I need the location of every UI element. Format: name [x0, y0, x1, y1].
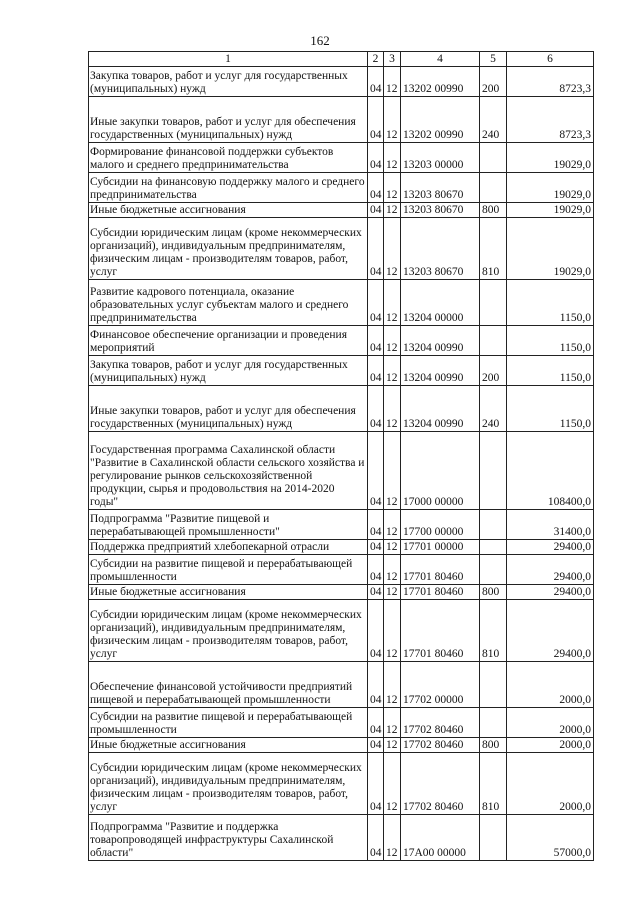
row-expense-type	[480, 815, 507, 861]
row-amount: 2000,0	[507, 753, 594, 815]
row-amount: 108400,0	[507, 432, 594, 510]
table-row	[89, 753, 594, 815]
column-header: 1	[89, 52, 368, 67]
table-row	[89, 738, 594, 753]
row-name: Развитие кадрового потенциала, оказание образовательных услуг субъектам малого и среднего предпринимательства	[89, 280, 368, 326]
row-amount: 1150,0	[507, 356, 594, 386]
row-amount: 29400,0	[507, 585, 594, 600]
row-expense-type	[480, 662, 507, 708]
row-expense-type	[480, 432, 507, 510]
row-target-code: 13204 00990	[401, 326, 480, 356]
table-row	[89, 173, 594, 203]
row-amount: 8723,3	[507, 67, 594, 97]
row-amount: 29400,0	[507, 555, 594, 585]
row-section: 04	[368, 708, 384, 738]
row-target-code: 17702 80460	[401, 738, 480, 753]
row-amount: 1150,0	[507, 280, 594, 326]
table-row	[89, 555, 594, 585]
table-row	[89, 815, 594, 861]
row-subsection: 12	[384, 540, 401, 555]
row-section: 04	[368, 97, 384, 143]
row-target-code: 13203 80670	[401, 173, 480, 203]
row-expense-type	[480, 143, 507, 173]
table-row	[89, 585, 594, 600]
row-target-code: 17А00 00000	[401, 815, 480, 861]
table-header-row	[89, 52, 594, 67]
row-expense-type	[480, 510, 507, 540]
row-amount: 31400,0	[507, 510, 594, 540]
row-amount: 2000,0	[507, 662, 594, 708]
row-name: Формирование финансовой поддержки субъектов малого и среднего предпринимательства	[89, 143, 368, 173]
row-amount: 1150,0	[507, 386, 594, 432]
row-name: Субсидии на финансовую поддержку малого и среднего предпринимательства	[89, 173, 368, 203]
column-header: 3	[384, 52, 401, 67]
row-target-code: 17702 80460	[401, 753, 480, 815]
row-expense-type: 800	[480, 585, 507, 600]
row-subsection: 12	[384, 815, 401, 861]
row-subsection: 12	[384, 218, 401, 280]
row-subsection: 12	[384, 585, 401, 600]
row-amount: 1150,0	[507, 326, 594, 356]
row-subsection: 12	[384, 67, 401, 97]
row-section: 04	[368, 280, 384, 326]
row-name: Обеспечение финансовой устойчивости предприятий пищевой и перерабатывающей промышленности	[89, 662, 368, 708]
row-amount: 19029,0	[507, 173, 594, 203]
row-amount: 19029,0	[507, 203, 594, 218]
row-expense-type: 200	[480, 67, 507, 97]
row-section: 04	[368, 67, 384, 97]
row-section: 04	[368, 662, 384, 708]
row-name: Иные бюджетные ассигнования	[89, 585, 368, 600]
row-target-code: 13203 00000	[401, 143, 480, 173]
table-row	[89, 143, 594, 173]
table-row	[89, 662, 594, 708]
row-name: Иные бюджетные ассигнования	[89, 203, 368, 218]
row-section: 04	[368, 753, 384, 815]
row-name: Субсидии на развитие пищевой и перерабатывающей промышленности	[89, 708, 368, 738]
row-section: 04	[368, 386, 384, 432]
row-subsection: 12	[384, 662, 401, 708]
table-row	[89, 510, 594, 540]
table-row	[89, 386, 594, 432]
row-target-code: 17000 00000	[401, 432, 480, 510]
row-subsection: 12	[384, 203, 401, 218]
table-row	[89, 218, 594, 280]
row-subsection: 12	[384, 510, 401, 540]
row-section: 04	[368, 555, 384, 585]
row-subsection: 12	[384, 738, 401, 753]
row-section: 04	[368, 815, 384, 861]
row-section: 04	[368, 510, 384, 540]
table-row	[89, 203, 594, 218]
row-amount: 57000,0	[507, 815, 594, 861]
row-name: Государственная программа Сахалинской области "Развитие в Сахалинской области сельского хозяйства и регулирование рынков сельскохозяйственной продукции, сырья и продовольствия на 2014-2020 годы"	[89, 432, 368, 510]
table-row	[89, 280, 594, 326]
row-expense-type	[480, 326, 507, 356]
row-expense-type: 240	[480, 97, 507, 143]
row-target-code: 17701 80460	[401, 585, 480, 600]
row-target-code: 17702 80460	[401, 708, 480, 738]
row-subsection: 12	[384, 356, 401, 386]
row-amount: 8723,3	[507, 97, 594, 143]
row-section: 04	[368, 600, 384, 662]
row-subsection: 12	[384, 708, 401, 738]
row-expense-type	[480, 173, 507, 203]
row-target-code: 17701 80460	[401, 555, 480, 585]
row-target-code: 13202 00990	[401, 97, 480, 143]
row-target-code: 13204 00990	[401, 356, 480, 386]
row-target-code: 17701 00000	[401, 540, 480, 555]
row-subsection: 12	[384, 386, 401, 432]
row-amount: 29400,0	[507, 600, 594, 662]
column-header: 4	[401, 52, 480, 67]
row-expense-type: 810	[480, 600, 507, 662]
row-section: 04	[368, 738, 384, 753]
row-section: 04	[368, 432, 384, 510]
row-amount: 2000,0	[507, 708, 594, 738]
row-expense-type: 200	[480, 356, 507, 386]
row-name: Субсидии юридическим лицам (кроме некоммерческих организаций), индивидуальным предпринимателям, физическим лицам - производителям товаров, работ, услуг	[89, 753, 368, 815]
row-section: 04	[368, 540, 384, 555]
table-row	[89, 97, 594, 143]
table-row	[89, 67, 594, 97]
row-name: Поддержка предприятий хлебопекарной отрасли	[89, 540, 368, 555]
row-target-code: 17701 80460	[401, 600, 480, 662]
table-row	[89, 600, 594, 662]
table-row	[89, 326, 594, 356]
row-target-code: 13202 00990	[401, 67, 480, 97]
row-name: Закупка товаров, работ и услуг для государственных (муниципальных) нужд	[89, 356, 368, 386]
row-expense-type	[480, 540, 507, 555]
row-amount: 19029,0	[507, 143, 594, 173]
row-section: 04	[368, 143, 384, 173]
row-subsection: 12	[384, 432, 401, 510]
row-target-code: 17700 00000	[401, 510, 480, 540]
table-row	[89, 540, 594, 555]
row-name: Подпрограмма "Развитие и поддержка товаропроводящей инфраструктуры Сахалинской области"	[89, 815, 368, 861]
row-section: 04	[368, 218, 384, 280]
table-row	[89, 708, 594, 738]
table-row	[89, 356, 594, 386]
row-expense-type: 240	[480, 386, 507, 432]
row-section: 04	[368, 356, 384, 386]
row-name: Иные бюджетные ассигнования	[89, 738, 368, 753]
row-subsection: 12	[384, 280, 401, 326]
row-expense-type: 810	[480, 218, 507, 280]
row-subsection: 12	[384, 97, 401, 143]
row-amount: 29400,0	[507, 540, 594, 555]
row-expense-type: 800	[480, 203, 507, 218]
row-target-code: 17702 00000	[401, 662, 480, 708]
row-expense-type	[480, 280, 507, 326]
row-subsection: 12	[384, 173, 401, 203]
row-expense-type	[480, 708, 507, 738]
row-target-code: 13203 80670	[401, 203, 480, 218]
row-name: Субсидии на развитие пищевой и перерабатывающей промышленности	[89, 555, 368, 585]
row-section: 04	[368, 173, 384, 203]
row-expense-type: 800	[480, 738, 507, 753]
row-subsection: 12	[384, 326, 401, 356]
row-amount: 19029,0	[507, 218, 594, 280]
row-target-code: 13203 80670	[401, 218, 480, 280]
row-target-code: 13204 00990	[401, 386, 480, 432]
row-name: Иные закупки товаров, работ и услуг для обеспечения государственных (муниципальных) нужд	[89, 386, 368, 432]
row-name: Субсидии юридическим лицам (кроме некоммерческих организаций), индивидуальным предпринимателям, физическим лицам - производителям товаров, работ, услуг	[89, 218, 368, 280]
row-section: 04	[368, 585, 384, 600]
row-expense-type: 810	[480, 753, 507, 815]
column-header: 2	[368, 52, 384, 67]
row-subsection: 12	[384, 555, 401, 585]
budget-table	[88, 51, 594, 861]
column-header: 5	[480, 52, 507, 67]
row-subsection: 12	[384, 143, 401, 173]
row-subsection: 12	[384, 600, 401, 662]
row-name: Финансовое обеспечение организации и проведения мероприятий	[89, 326, 368, 356]
column-header: 6	[507, 52, 594, 67]
row-name: Подпрограмма "Развитие пищевой и перерабатывающей промышленности"	[89, 510, 368, 540]
row-amount: 2000,0	[507, 738, 594, 753]
row-expense-type	[480, 555, 507, 585]
row-section: 04	[368, 203, 384, 218]
row-name: Закупка товаров, работ и услуг для государственных (муниципальных) нужд	[89, 67, 368, 97]
row-section: 04	[368, 326, 384, 356]
table-row	[89, 432, 594, 510]
row-name: Субсидии юридическим лицам (кроме некоммерческих организаций), индивидуальным предпринимателям, физическим лицам - производителям товаров, работ, услуг	[89, 600, 368, 662]
row-subsection: 12	[384, 753, 401, 815]
row-target-code: 13204 00000	[401, 280, 480, 326]
row-name: Иные закупки товаров, работ и услуг для обеспечения государственных (муниципальных) нужд	[89, 97, 368, 143]
page-number: 162	[310, 33, 330, 48]
